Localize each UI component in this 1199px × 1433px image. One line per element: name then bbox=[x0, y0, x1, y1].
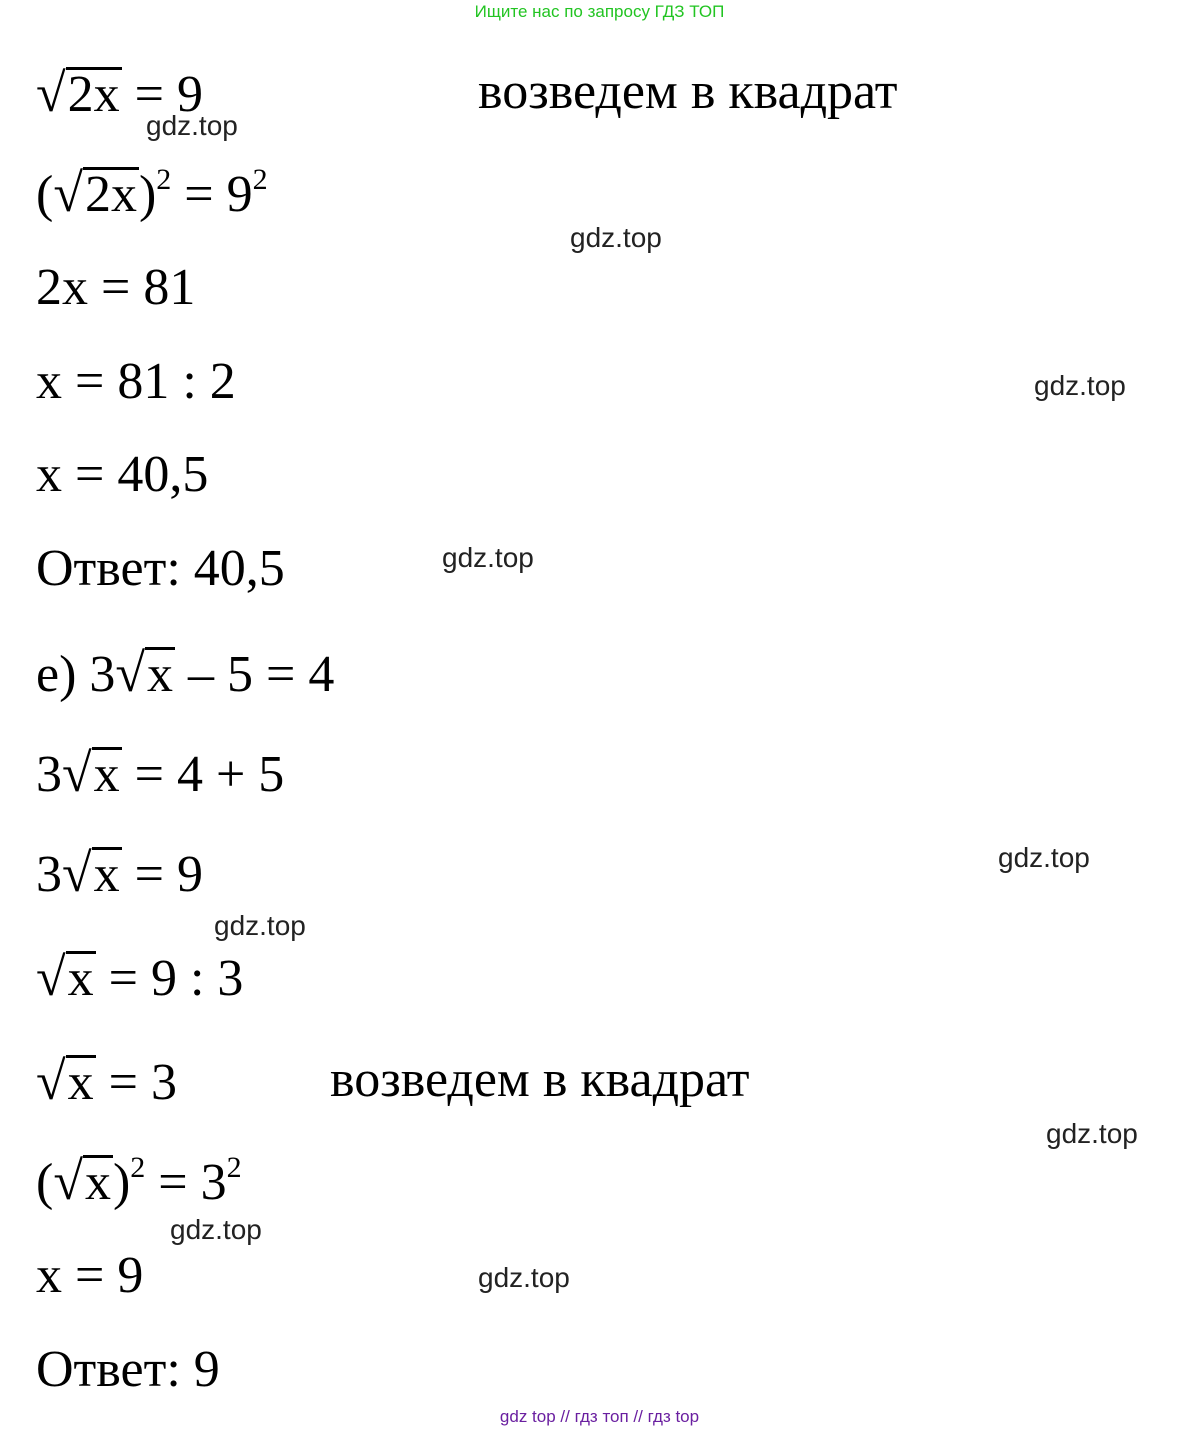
watermark: gdz.top bbox=[478, 1262, 570, 1293]
watermark: gdz.top bbox=[1034, 370, 1126, 401]
radical: √x bbox=[62, 743, 120, 803]
radical: √x bbox=[62, 843, 120, 903]
equation-line-7: е) 3√x – 5 = 4 bbox=[36, 643, 335, 703]
answer-line-1: Ответ: 40,5 bbox=[36, 540, 285, 597]
watermark: gdz.top bbox=[442, 542, 534, 573]
equation-line-5: x = 40,5 bbox=[36, 446, 209, 503]
note-square-2: возведем в квадрат bbox=[330, 1051, 750, 1108]
footer-watermark: gdz top // гдз топ // гдз top bbox=[499, 1407, 700, 1426]
answer-line-2: Ответ: 9 bbox=[36, 1341, 220, 1398]
note-square-1: возведем в квадрат bbox=[478, 63, 898, 120]
equation-line-2: $(√2x)^2 = 9^2$ bbox=[36, 163, 268, 223]
equation-line-8: 3√x = 4 + 5 bbox=[36, 743, 285, 803]
watermark: gdz.top bbox=[998, 842, 1090, 873]
equation-line-4: x = 81 : 2 bbox=[36, 353, 236, 410]
radical: √x bbox=[36, 947, 94, 1007]
watermark: gdz.top bbox=[214, 910, 306, 941]
radical: √2x bbox=[36, 63, 120, 123]
radical: √2x bbox=[53, 163, 137, 223]
equation-line-12: $(√x)^2 = 3^2$ bbox=[36, 1151, 242, 1211]
radical: √x bbox=[36, 1051, 94, 1111]
equation-line-1: √2x = 9 bbox=[36, 63, 203, 123]
watermark: gdz.top bbox=[1046, 1118, 1138, 1149]
search-hint-banner: Ищите нас по запросу ГДЗ ТОП bbox=[474, 2, 725, 21]
equation-line-9: 3√x = 9 bbox=[36, 843, 203, 903]
watermark: gdz.top bbox=[146, 110, 238, 141]
equation-line-3: 2x = 81 bbox=[36, 259, 196, 316]
equation-line-11: √x = 3 bbox=[36, 1051, 177, 1111]
watermark: gdz.top bbox=[570, 222, 662, 253]
equation-line-10: √x = 9 : 3 bbox=[36, 947, 244, 1007]
radical: √x bbox=[115, 643, 174, 703]
radical: √x bbox=[53, 1151, 111, 1211]
equation-line-13: x = 9 bbox=[36, 1247, 144, 1304]
watermark: gdz.top bbox=[170, 1214, 262, 1245]
